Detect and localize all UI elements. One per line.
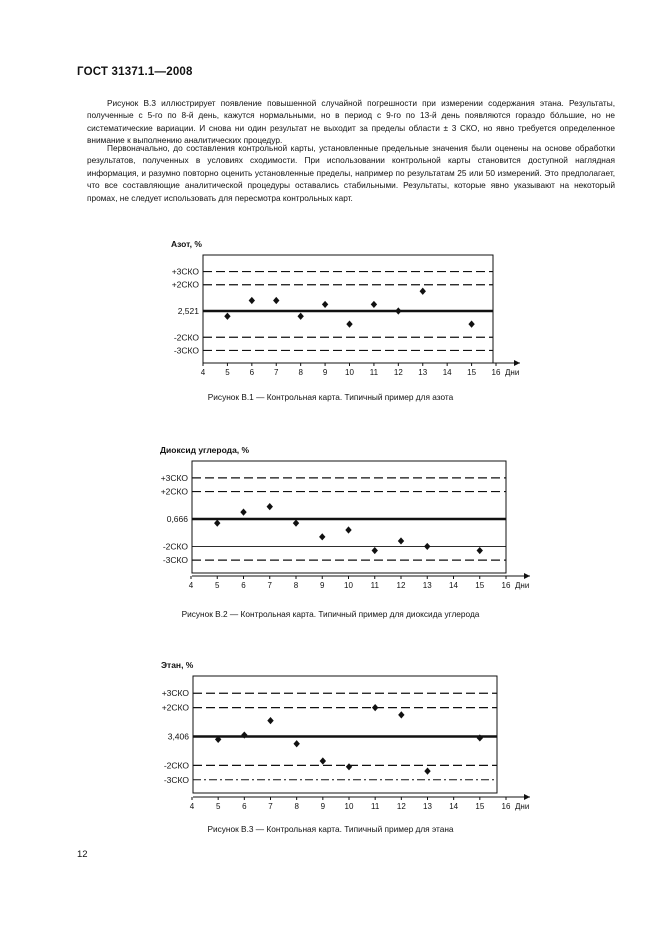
x-tick-label-2: 6 <box>242 802 247 811</box>
x-tick-label-0: 4 <box>200 368 206 377</box>
level-label-0: +3СКО <box>160 472 188 483</box>
y-axis-label: Азот, % <box>171 239 202 249</box>
data-point-7 <box>398 711 404 718</box>
chart-nitrogen <box>0 225 661 380</box>
x-tick-label-11: 15 <box>475 581 485 590</box>
x-tick-label-12: 16 <box>501 581 511 590</box>
x-axis-label: Дни <box>515 802 530 811</box>
x-axis-label: Дни <box>515 581 530 590</box>
data-point-1 <box>240 509 246 516</box>
x-tick-label-4: 8 <box>298 368 303 377</box>
data-point-5 <box>346 321 352 328</box>
x-tick-label-2: 6 <box>249 368 255 377</box>
chart-ethane <box>0 647 661 812</box>
x-tick-label-8: 12 <box>393 368 403 377</box>
x-axis-arrow <box>524 794 530 800</box>
data-point-8 <box>420 288 426 295</box>
data-point-9 <box>468 321 474 328</box>
x-tick-label-8: 12 <box>396 802 406 811</box>
data-point-6 <box>372 547 378 554</box>
data-point-8 <box>424 543 430 550</box>
data-point-4 <box>322 301 328 308</box>
x-axis-arrow <box>524 573 530 579</box>
data-point-7 <box>395 307 401 314</box>
caption-figure-b2: Рисунок В.2 — Контрольная карта. Типичный пример для диоксида углерода <box>181 609 480 619</box>
x-tick-label-4: 8 <box>294 802 299 811</box>
x-tick-label-1: 5 <box>215 581 220 590</box>
data-point-6 <box>371 301 377 308</box>
level-label-0: +3СКО <box>161 688 189 699</box>
x-tick-label-10: 14 <box>449 802 459 811</box>
x-tick-label-7: 11 <box>370 581 379 590</box>
x-tick-label-4: 8 <box>293 581 299 590</box>
level-label-1: +2СКО <box>160 486 188 497</box>
x-tick-label-9: 13 <box>423 802 432 811</box>
x-tick-label-6: 10 <box>344 581 353 590</box>
level-label-3: -2СКО <box>162 541 188 552</box>
x-tick-label-1: 5 <box>225 368 230 377</box>
x-tick-label-11: 15 <box>475 802 485 811</box>
level-label-2: 2,521 <box>177 306 199 316</box>
x-tick-label-7: 11 <box>369 368 379 377</box>
x-tick-label-5: 9 <box>320 581 325 590</box>
x-axis-arrow <box>514 360 520 366</box>
x-tick-label-10: 14 <box>442 368 452 377</box>
x-axis-label: Дни <box>505 368 520 377</box>
data-point-2 <box>267 503 273 510</box>
document-header: ГОСТ 31371.1—2008 <box>77 66 193 78</box>
data-point-6 <box>372 704 378 711</box>
level-label-2: 0,666 <box>166 514 188 524</box>
data-point-3 <box>293 520 299 527</box>
data-point-0 <box>214 520 220 527</box>
data-point-5 <box>345 526 351 533</box>
x-tick-label-9: 13 <box>418 368 428 377</box>
data-point-3 <box>293 740 299 747</box>
x-tick-label-8: 12 <box>396 581 406 590</box>
x-tick-label-5: 9 <box>320 802 326 811</box>
data-point-1 <box>249 297 255 304</box>
x-tick-label-3: 7 <box>274 368 279 377</box>
y-axis-label: Этан, % <box>161 660 194 670</box>
paragraph-1: Рисунок В.3 иллюстрирует появление повышенной случайной погрешности при измерении содержания этана. Результаты, полученные с 5-го по 8-й день, кажутся нормальными, но в период с 9-го по 13-й день появляются гораздо бóльшие, но не систематические вариации. И снова ни один результат не выходит за пределы области ± 3 СКО, но явно требуется определенное внимание к выполнению аналитических процедур. <box>87 98 615 146</box>
level-label-2: 3,406 <box>167 731 189 742</box>
level-label-4: -3СКО <box>162 555 188 566</box>
caption-figure-b1: Рисунок В.1 — Контрольная карта. Типичный пример для азота <box>207 392 454 402</box>
x-tick-label-0: 4 <box>188 581 194 590</box>
x-tick-label-6: 10 <box>344 802 354 811</box>
x-tick-label-12: 16 <box>491 368 501 377</box>
x-tick-label-7: 11 <box>371 802 380 811</box>
level-label-1: +2СКО <box>161 702 189 713</box>
level-label-4: -3СКО <box>173 345 199 356</box>
x-tick-label-2: 6 <box>241 581 246 590</box>
level-label-1: +2СКО <box>171 279 199 290</box>
data-point-8 <box>424 768 430 775</box>
level-label-3: -2СКО <box>163 760 189 771</box>
x-tick-label-5: 9 <box>322 368 328 377</box>
level-label-3: -2СКО <box>173 332 199 343</box>
x-tick-label-3: 7 <box>268 802 273 811</box>
x-tick-label-9: 13 <box>422 581 432 590</box>
data-point-2 <box>273 297 279 304</box>
x-tick-label-12: 16 <box>501 802 511 811</box>
level-label-0: +3СКО <box>171 266 199 277</box>
x-tick-label-1: 5 <box>215 802 221 811</box>
paragraph-2: Первоначально, до составления контрольной карты, установленные предельные значения были оценены на основе обработки результатов, полученных в условиях сходимости. При использовании контрольной карты становится доступной наглядная информация, и разумно повторно оценить установленные пределы, например по результатам 25 или 50 измерений. Это предполагает, что все составляющие аналитической процедуры оставались стабильными. Результаты, которые явно указывают на некоторый промах, не следует использовать для пересмотра контрольных карт. <box>87 143 615 203</box>
x-tick-label-11: 15 <box>467 368 477 377</box>
data-point-9 <box>477 547 483 554</box>
x-tick-label-6: 10 <box>345 368 354 377</box>
level-label-4: -3СКО <box>163 774 189 785</box>
caption-figure-b3: Рисунок В.3 — Контрольная карта. Типичный пример для этана <box>207 824 454 834</box>
data-point-7 <box>398 537 404 544</box>
data-point-4 <box>320 757 326 764</box>
data-point-5 <box>346 763 352 770</box>
y-axis-label: Диоксид углерода, % <box>160 445 250 455</box>
x-tick-label-3: 7 <box>267 581 272 590</box>
data-point-0 <box>224 313 230 320</box>
data-point-3 <box>297 313 303 320</box>
x-tick-label-0: 4 <box>189 802 195 811</box>
data-point-2 <box>267 717 273 724</box>
x-tick-label-10: 14 <box>449 581 458 590</box>
chart-carbon-dioxide <box>0 433 661 593</box>
page-number: 12 <box>77 849 88 860</box>
data-point-4 <box>319 533 325 540</box>
